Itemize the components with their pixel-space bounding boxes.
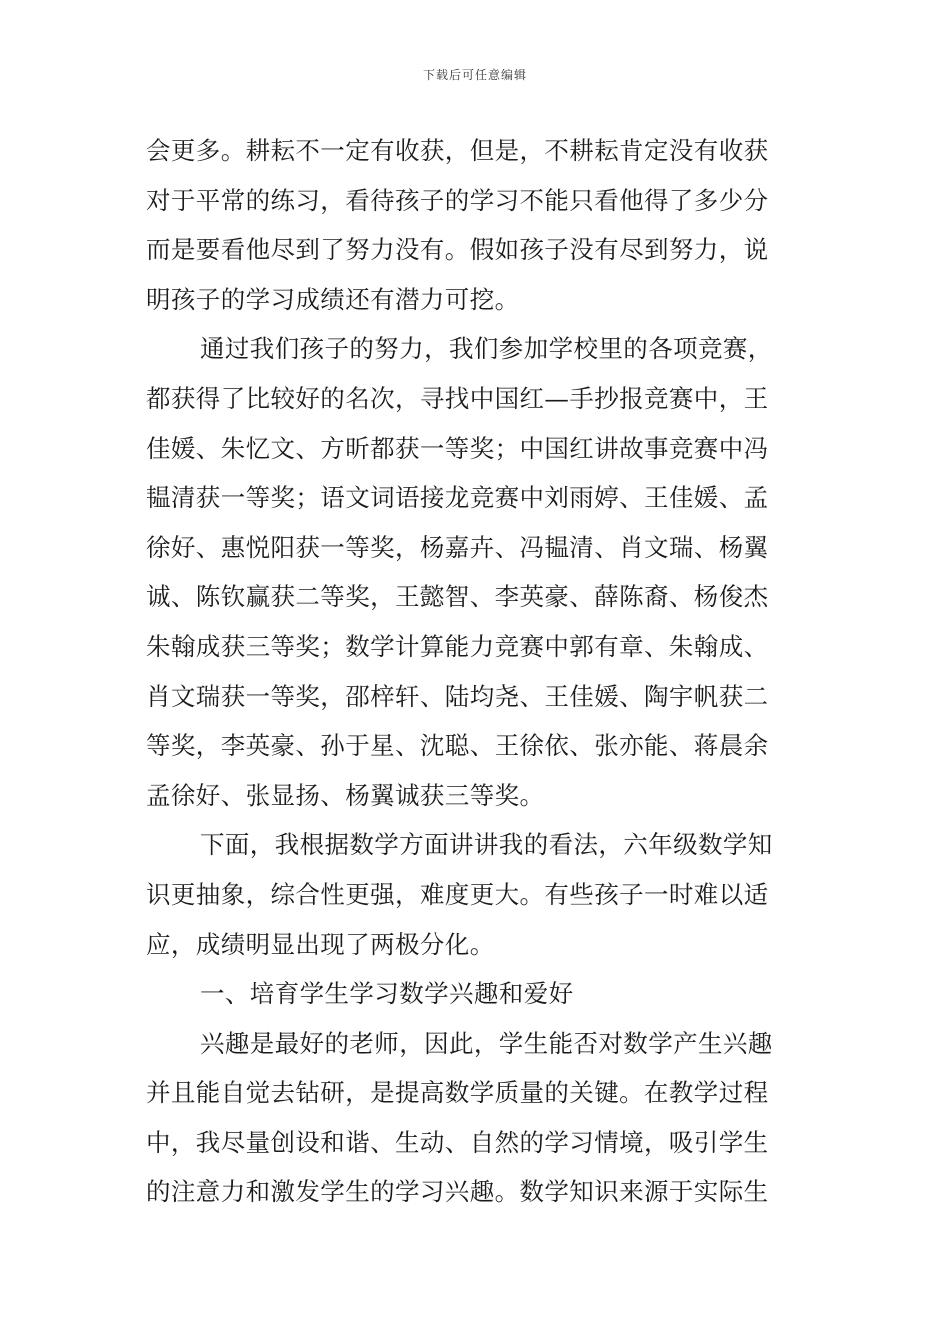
text-line: 会更多。耕耘不一定有收获，但是，不耕耘肯定没有收获 bbox=[146, 136, 769, 165]
text-line: 应，成绩明显出现了两极分化。 bbox=[146, 929, 495, 959]
text-line: 明孩子的学习成绩还有潜力可挖。 bbox=[146, 284, 520, 314]
paragraph-first-line: 兴趣是最好的老师，因此，学生能否对数学产生兴趣 bbox=[200, 1028, 773, 1058]
text-line: 朱翰成获三等奖；数学计算能力竞赛中郭有章、朱翰成、 bbox=[146, 631, 769, 661]
text-line: 徐好、惠悦阳获一等奖，杨嘉卉、冯韫清、肖文瑞、杨翼 bbox=[146, 532, 769, 562]
document-body bbox=[146, 126, 808, 1217]
text-line: 而是要看他尽到了努力没有。假如孩子没有尽到努力，说 bbox=[146, 235, 769, 265]
text-line: 诚、陈钦赢获二等奖，王懿智、李英豪、薛陈裔、杨俊杰 bbox=[146, 582, 769, 612]
text-line: 佳媛、朱忆文、方昕都获一等奖；中国红讲故事竞赛中冯 bbox=[146, 433, 769, 463]
text-line: 对于平常的练习，看待孩子的学习不能只看他得了多少分 bbox=[146, 185, 769, 215]
paragraph-first-line: 下面，我根据数学方面讲讲我的看法，六年级数学知 bbox=[200, 830, 773, 860]
text-line: 孟徐好、张显扬、杨翼诚获三等奖。 bbox=[146, 780, 545, 810]
text-line: 的注意力和激发学生的学习兴趣。数学知识来源于实际生 bbox=[146, 1177, 769, 1207]
text-line: 肖文瑞获一等奖，邵梓轩、陆均尧、王佳媛、陶宇帆获二 bbox=[146, 681, 769, 711]
section-heading: 一、培育学生学习数学兴趣和爱好 bbox=[200, 979, 574, 1009]
page-header: 下载后可任意编辑 bbox=[422, 68, 527, 82]
text-line: 韫清获一等奖；语文词语接龙竞赛中刘雨婷、王佳媛、孟 bbox=[146, 483, 769, 513]
paragraph-first-line: 通过我们孩子的努力，我们参加学校里的各项竞赛， bbox=[200, 334, 773, 364]
text-line: 中，我尽量创设和谐、生动、自然的学习情境，吸引学生 bbox=[146, 1127, 769, 1157]
text-line: 都获得了比较好的名次，寻找中国红—手抄报竞赛中，王 bbox=[146, 383, 769, 413]
text-line: 识更抽象，综合性更强，难度更大。有些孩子一时难以适 bbox=[146, 879, 769, 909]
text-line: 并且能自觉去钻研，是提高数学质量的关键。在教学过程 bbox=[146, 1078, 769, 1108]
text-line: 等奖，李英豪、孙于星、沈聪、王徐依、张亦能、蒋晨余 bbox=[146, 731, 769, 761]
